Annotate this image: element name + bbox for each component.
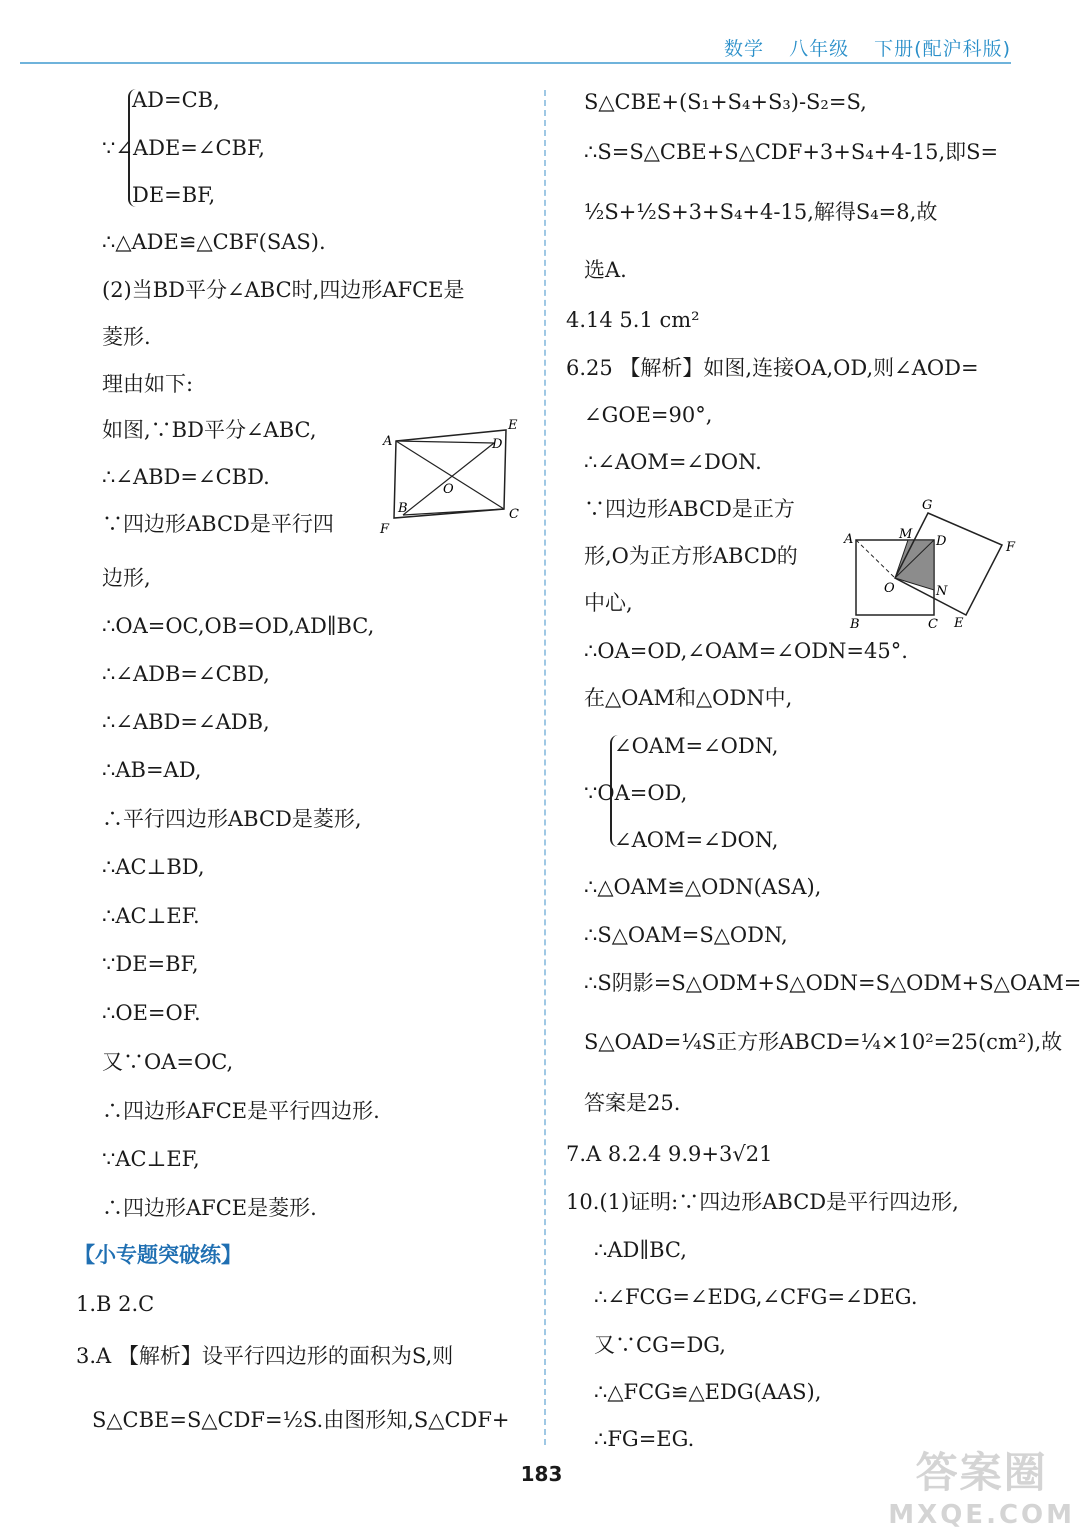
answer-line: 4.14 5.1 cm² xyxy=(566,308,700,332)
text-line: ∴平行四边形ABCD是菱形, xyxy=(102,807,362,831)
text-line: ∵DE=BF, xyxy=(102,952,199,976)
text-line: ∠OAM=∠ODN, xyxy=(614,734,779,758)
text-line: ∠AOM=∠DON, xyxy=(614,828,779,852)
label-g: G xyxy=(922,498,933,513)
text-line: DE=BF, xyxy=(132,183,216,207)
header-subject: 数学 xyxy=(724,38,765,60)
text-line: 又∵OA=OC, xyxy=(102,1050,234,1074)
label-d: D xyxy=(936,534,947,549)
text-line: AD=CB, xyxy=(132,88,220,112)
text-line: S△CBE=S△CDF=½S.由图形知,S△CDF+ xyxy=(92,1408,510,1432)
text-line: ∠GOE=90°, xyxy=(584,403,713,427)
label-d: D xyxy=(492,437,503,452)
text-line: ∵四边形ABCD是平行四 xyxy=(102,512,334,536)
label-a: A xyxy=(383,434,393,449)
label-o: O xyxy=(443,482,454,497)
label-f: F xyxy=(1006,540,1016,555)
text-line: 答案是25. xyxy=(584,1091,681,1115)
text-line: 在△OAM和△ODN中, xyxy=(584,686,793,710)
text-line: 选A. xyxy=(584,258,627,282)
text-line: S△OAD=¼S正方形ABCD=¼×10²=25(cm²),故 xyxy=(584,1030,1063,1054)
segment-ad xyxy=(396,441,494,443)
figure-squares xyxy=(842,495,1022,635)
text-line: ∴S阴影=S△ODM+S△ODN=S△ODM+S△OAM= xyxy=(584,971,1082,995)
diagonal-ac xyxy=(396,441,504,509)
label-c: C xyxy=(509,507,519,522)
label-e: E xyxy=(508,418,518,433)
segment-bc xyxy=(403,509,504,515)
text-line: 中心, xyxy=(584,591,633,615)
column-divider xyxy=(544,90,546,1445)
text-line: ∵四边形ABCD是正方 xyxy=(584,497,795,521)
text-line: ∴OA=OC,OB=OD,AD∥BC, xyxy=(102,614,375,638)
text-line: ∴△ADE≌△CBF(SAS). xyxy=(102,230,326,254)
text-line: 菱形. xyxy=(102,325,151,349)
text-line: ∵∠ADE=∠CBF, xyxy=(102,136,265,160)
text-line: ∴∠ABD=∠ADB, xyxy=(102,710,270,734)
text-line: ∴四边形AFCE是菱形. xyxy=(102,1196,317,1220)
answer-line: 3.A 【解析】设平行四边形的面积为S,则 xyxy=(76,1344,454,1368)
text-line: ∴AD∥BC, xyxy=(594,1238,687,1262)
page-header xyxy=(706,34,1011,61)
label-c: C xyxy=(928,617,938,632)
page-number: 183 xyxy=(520,1462,563,1486)
text-line: ∴FG=EG. xyxy=(594,1427,695,1451)
label-e: E xyxy=(954,616,964,631)
label-f: F xyxy=(380,522,390,537)
text-line: 如图,∵BD平分∠ABC, xyxy=(102,418,317,442)
text-line: ∴OA=OD,∠OAM=∠ODN=45°. xyxy=(584,639,908,663)
text-line: ∴∠FCG=∠EDG,∠CFG=∠DEG. xyxy=(594,1285,918,1309)
text-line: (2)当BD平分∠ABC时,四边形AFCE是 xyxy=(102,278,465,302)
answer-line: 1.B 2.C xyxy=(76,1292,155,1316)
text-line: 形,O为正方形ABCD的 xyxy=(584,544,798,568)
text-line: 又∵CG=DG, xyxy=(594,1333,726,1357)
label-b: B xyxy=(398,501,408,516)
text-line: ∴∠ADB=∠CBD, xyxy=(102,662,270,686)
label-n: N xyxy=(936,584,948,599)
text-line: ∴AC⊥BD, xyxy=(102,855,205,879)
answer-line: 10.(1)证明:∵四边形ABCD是平行四边形, xyxy=(566,1190,959,1214)
label-b: B xyxy=(850,617,860,632)
text-line: ∴△FCG≌△EDG(AAS), xyxy=(594,1380,822,1404)
header-grade: 八年级 xyxy=(789,38,850,60)
text-line: ∴△OAM≌△ODN(ASA), xyxy=(584,875,822,899)
text-line: ∵AC⊥EF, xyxy=(102,1147,200,1171)
label-o: O xyxy=(884,581,895,596)
text-line: 边形, xyxy=(102,566,151,590)
answer-line: 6.25 【解析】如图,连接OA,OD,则∠AOD= xyxy=(566,356,979,380)
label-m: M xyxy=(899,527,913,542)
header-rule xyxy=(20,62,1011,64)
text-line: S△CBE+(S₁+S₄+S₃)-S₂=S, xyxy=(584,90,867,114)
text-line: ∵OA=OD, xyxy=(584,781,688,805)
answer-line: 7.A 8.2.4 9.9+3√21 xyxy=(566,1142,773,1166)
text-line: ∴∠ABD=∠CBD. xyxy=(102,465,270,489)
text-line: ∴S=S△CBE+S△CDF+3+S₄+4-15,即S= xyxy=(584,140,999,164)
label-a: A xyxy=(844,532,854,547)
text-line: ∴AB=AD, xyxy=(102,758,202,782)
text-line: ∴S△OAM=S△ODN, xyxy=(584,923,788,947)
header-volume: 下册(配沪科版) xyxy=(874,38,1011,60)
segment-oa xyxy=(856,540,895,578)
section-heading: 【小专题突破练】 xyxy=(74,1243,242,1267)
watermark xyxy=(888,1440,1075,1530)
figure-rhombus xyxy=(378,415,528,540)
text-line: ½S+½S+3+S₄+4-15,解得S₄=8,故 xyxy=(584,200,938,224)
text-line: ∴AC⊥EF. xyxy=(102,904,200,928)
text-line: ∴∠AOM=∠DON. xyxy=(584,450,762,474)
watermark-url: MXQE.COM xyxy=(888,1500,1075,1530)
text-line: ∴四边形AFCE是平行四边形. xyxy=(102,1099,380,1123)
text-line: 理由如下: xyxy=(102,372,194,396)
text-line: ∴OE=OF. xyxy=(102,1001,201,1025)
watermark-logo: 答案圈 xyxy=(915,1448,1048,1497)
